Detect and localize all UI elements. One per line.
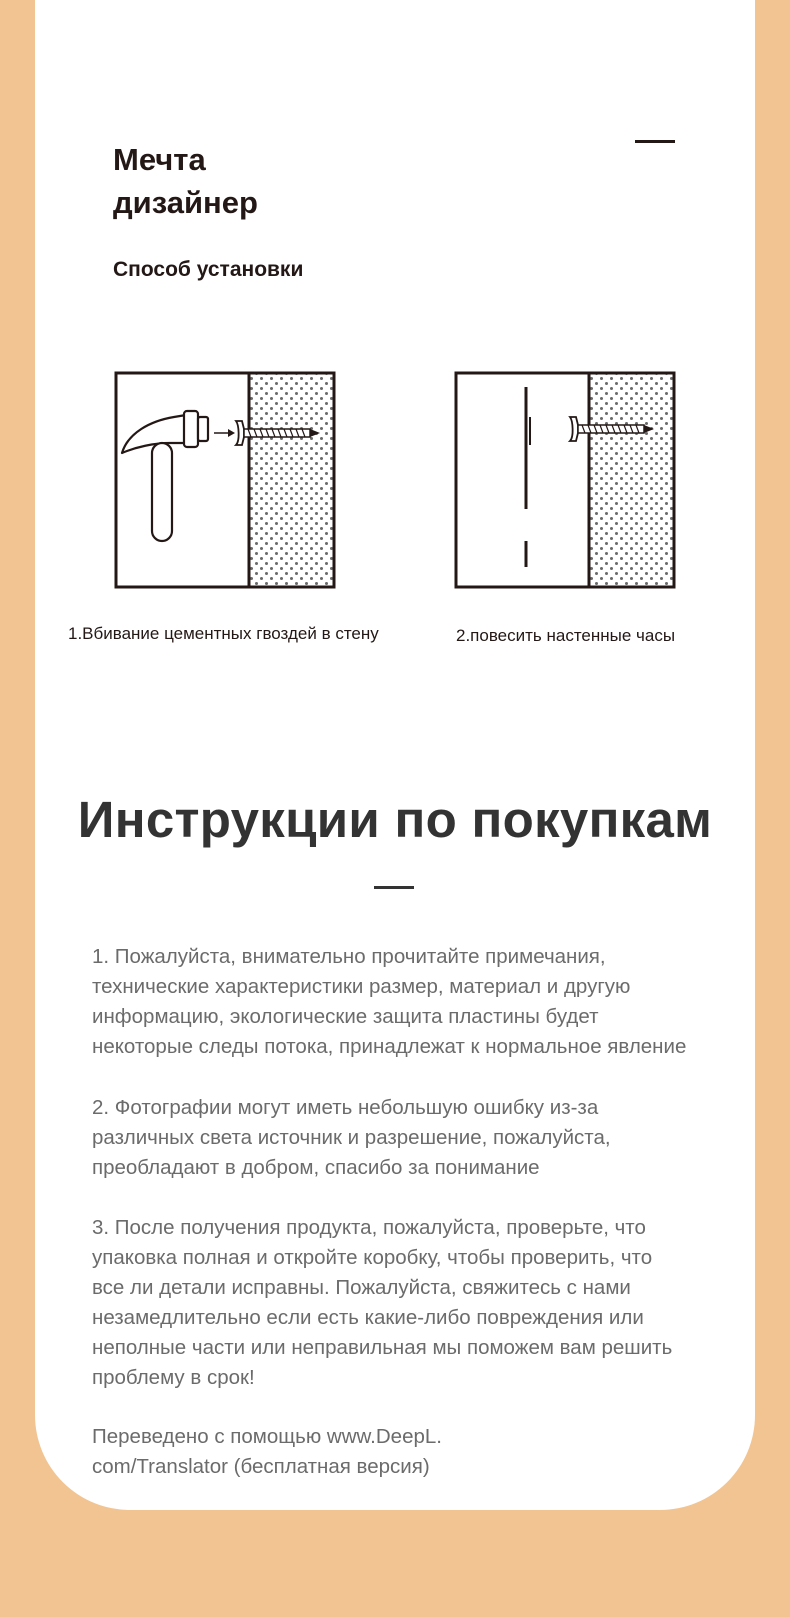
instruction-paragraph-2: 2. Фотографии могут иметь небольшую ошибку из-за различных света источник и разрешение, пожалуйста, преобладают в добром, спасибо за понимание	[92, 1096, 611, 1179]
instruction-paragraph-1: 1. Пожалуйста, внимательно прочитайте примечания, технические характеристики размер, материал и другую информацию, экологические защита пластины будет некоторые следы потока, принадлежат к нормальное явление	[92, 945, 687, 1058]
instructions-title: Инструкции по покупкам	[77, 791, 713, 848]
translation-note: Переведено с помощью www.DeepL. com/Translator (бесплатная версия)	[92, 1425, 442, 1478]
step-2-diagram	[454, 371, 676, 589]
brand-line-1: Мечта	[113, 142, 206, 177]
decorative-dash	[374, 886, 414, 889]
decorative-dash	[635, 140, 675, 143]
wall-texture	[249, 373, 334, 587]
arrow-icon	[214, 429, 235, 437]
step-1-diagram	[114, 371, 336, 589]
step-2-caption: 2.повесить настенные часы	[456, 626, 676, 645]
brand-title	[113, 138, 373, 224]
wall-texture	[589, 373, 674, 587]
step-1-caption: 1.Вбивание цементных гвоздей в стену	[68, 624, 379, 643]
clock-side-icon	[526, 387, 530, 567]
install-section-title: Способ установки	[113, 258, 304, 281]
brand-line-2: дизайнер	[113, 185, 258, 220]
hammer-icon	[122, 411, 208, 541]
instruction-paragraph-3: 3. После получения продукта, пожалуйста, проверьте, что упаковка полная и откройте коробку, чтобы проверить, что все ли детали исправны. Пожалуйста, свяжитесь с нами незамедлительно если есть какие-либо повреждения или неполные части или неправильная мы поможем вам решить проблему в срок!	[92, 1216, 673, 1389]
